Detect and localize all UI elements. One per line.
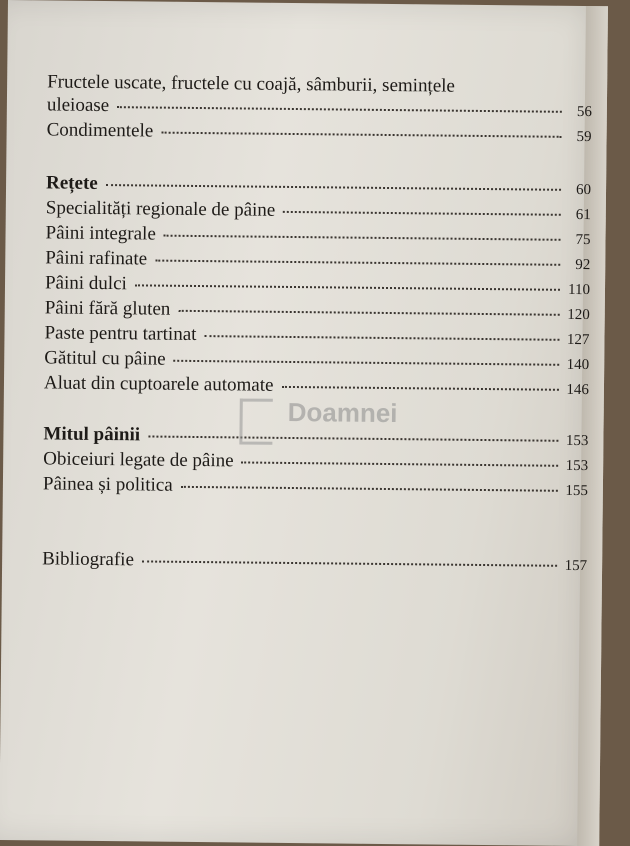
toc-entry-page: 127: [566, 331, 590, 349]
toc-entry-title: Paste pentru tartinat: [44, 322, 197, 345]
toc-entry-page: 155: [565, 482, 588, 500]
dot-leader: [242, 461, 559, 466]
dot-leader: [161, 132, 561, 138]
toc-entry-page: 153: [565, 432, 589, 450]
toc-entry-title: Aluat din cuptoarele automate: [43, 372, 274, 396]
table-of-contents: [42, 70, 592, 578]
toc-entry-title: Pâinea și politica: [42, 473, 173, 496]
toc-entry-page: 56: [576, 103, 592, 121]
dot-leader: [142, 560, 557, 566]
toc-entry-title: Mitul pâinii: [43, 423, 141, 446]
toc-entry-page: 140: [566, 356, 590, 374]
toc-entry-page: 59: [576, 128, 592, 146]
toc-entry-page: 61: [575, 206, 591, 224]
toc-entry-page: 157: [564, 557, 588, 575]
toc-entry-wrapped-line: Fructele uscate, fructele cu coajă, sâmburii, semințele: [47, 71, 456, 97]
toc-entry-title: Rețete: [45, 172, 98, 194]
watermark: [239, 394, 402, 448]
toc-entry-title: Pâini integrale: [45, 222, 156, 245]
dot-leader: [283, 211, 561, 216]
toc-entry-page: 146: [566, 381, 590, 399]
toc-entry-page: 120: [567, 306, 590, 324]
dot-leader: [178, 310, 559, 316]
toc-entry-page: 60: [575, 181, 592, 199]
dot-leader: [174, 360, 560, 366]
watermark-logo-icon: [239, 398, 272, 444]
toc-entry-title: Specialități regionale de pâine: [45, 197, 276, 221]
dot-leader: [204, 335, 559, 341]
toc-entry-page: 110: [567, 281, 591, 299]
dot-leader: [181, 486, 558, 492]
toc-entry-title: Condimentele: [46, 119, 154, 142]
toc-entry-title: Gătitul cu pâine: [44, 347, 166, 370]
watermark-text: Doamnei: [287, 396, 398, 429]
dot-leader: [135, 284, 560, 290]
toc-entry: [42, 547, 587, 578]
dot-leader: [281, 386, 559, 391]
toc-entry-page: 92: [575, 256, 591, 274]
dot-leader: [117, 106, 562, 113]
dot-leader: [106, 184, 561, 191]
toc-entry-page: 75: [575, 231, 591, 249]
toc-entry-title: Pâini rafinate: [45, 247, 148, 270]
dot-leader: [164, 235, 561, 241]
toc-entry-title: uleioase: [46, 94, 110, 117]
toc-entry-title: Bibliografie: [42, 548, 135, 571]
dot-leader: [155, 260, 560, 266]
toc-entry-title: Pâini fără gluten: [44, 297, 171, 320]
toc-entry-title: Pâini dulci: [44, 272, 127, 295]
toc-entry-title: Obiceiuri legate de pâine: [43, 448, 234, 472]
toc-entry-page: 153: [565, 457, 589, 475]
